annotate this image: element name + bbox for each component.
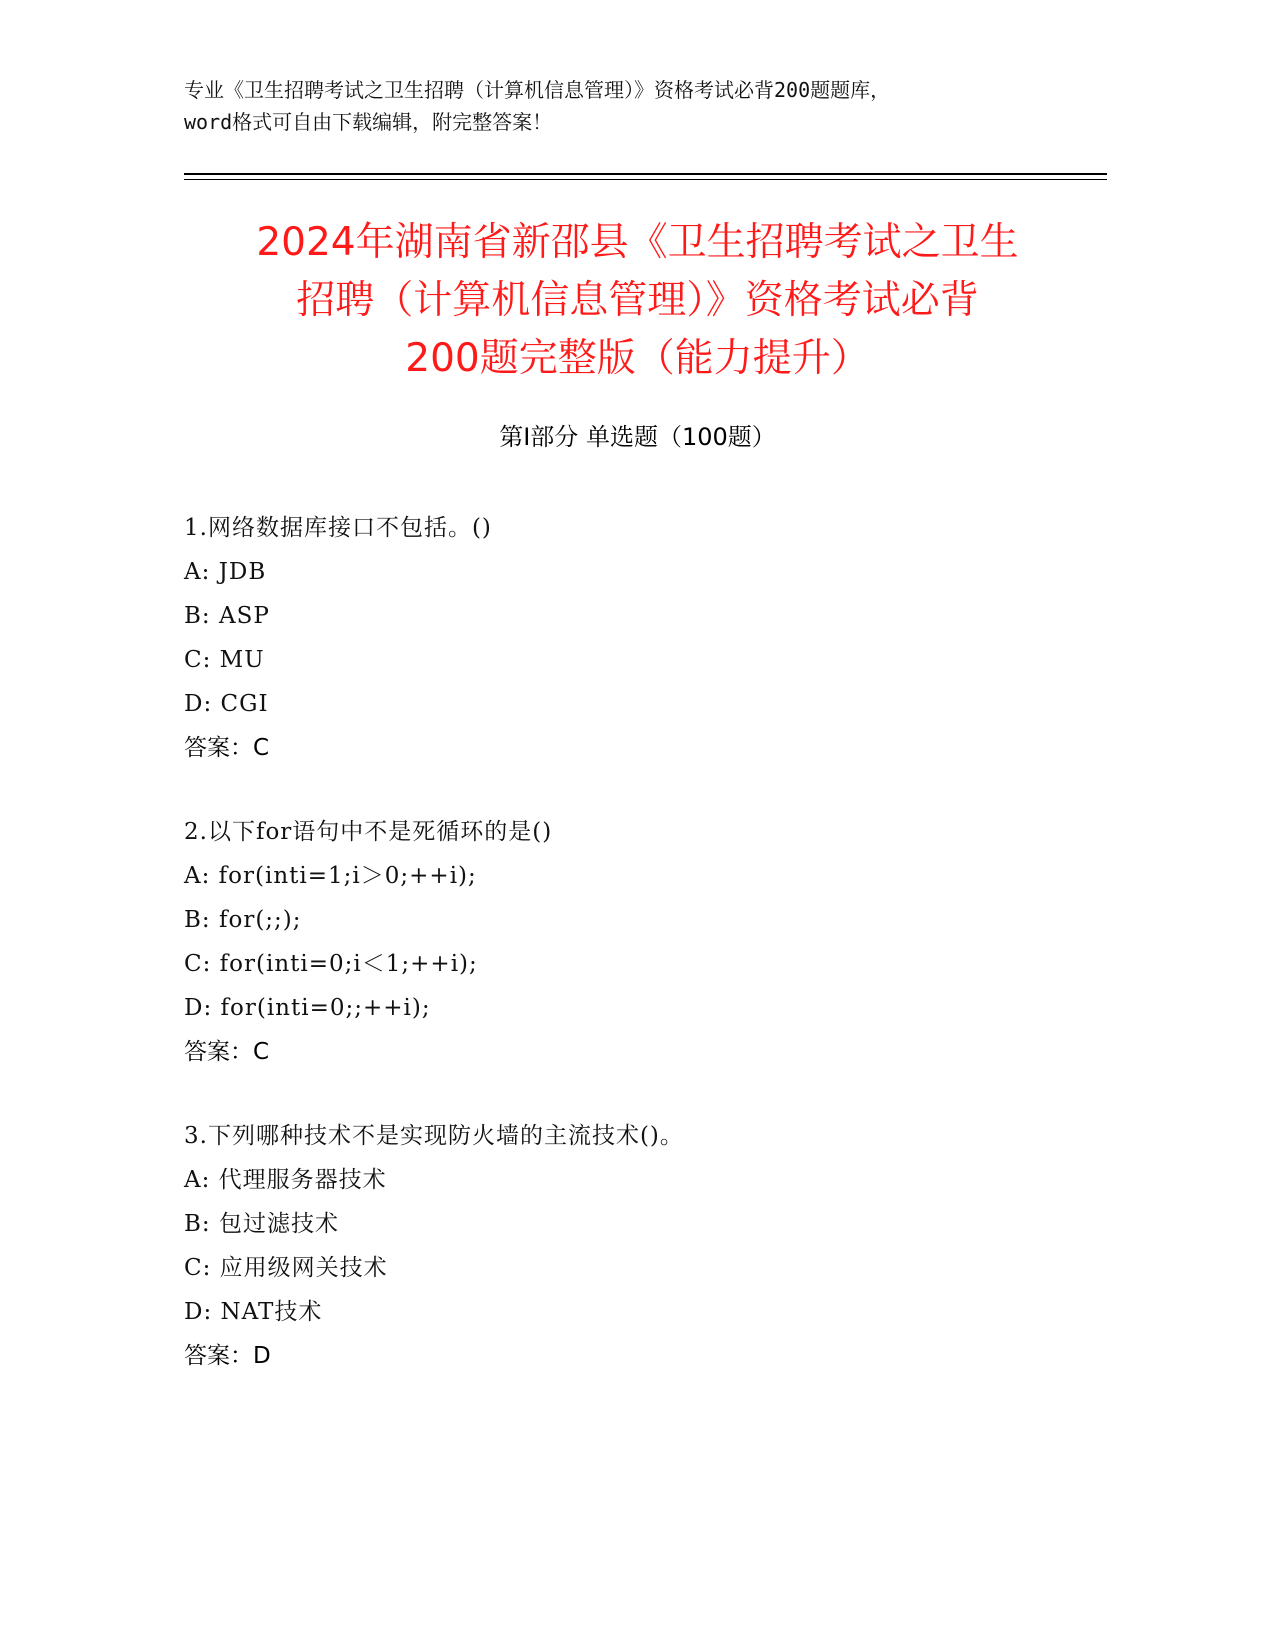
option-c: C: MU: [184, 647, 265, 673]
option-b: B: 包过滤技术: [184, 1211, 339, 1237]
question-stem: 1.网络数据库接口不包括。(): [184, 515, 492, 541]
option-a: A: 代理服务器技术: [184, 1167, 387, 1193]
option-b: B: for(;;);: [184, 907, 302, 933]
question-list: [184, 506, 1134, 1418]
option-c: C: 应用级网关技术: [184, 1255, 388, 1281]
header-note: [184, 74, 1084, 138]
question-stem: 3.下列哪种技术不是实现防火墙的主流技术()。: [184, 1123, 684, 1149]
option-a: A: for(inti=1;i＞0;++i);: [184, 863, 477, 889]
header-note-line-2: word格式可自由下载编辑，附完整答案！: [184, 110, 553, 134]
question-1: [184, 506, 1134, 770]
option-a: A: JDB: [184, 559, 267, 585]
title-line-3: 200题完整版（能力提升）: [405, 336, 870, 381]
title-line-1: 2024年湖南省新邵县《卫生招聘考试之卫生: [256, 220, 1019, 265]
option-d: D: NAT技术: [184, 1299, 323, 1325]
answer-line: 答案：D: [184, 1343, 271, 1369]
header-note-line-1: 专业《卫生招聘考试之卫生招聘（计算机信息管理）》资格考试必背200题题库，: [184, 78, 891, 102]
option-b: B: ASP: [184, 603, 270, 629]
answer-line: 答案：C: [184, 1039, 270, 1065]
option-d: D: CGI: [184, 691, 269, 717]
document-title: [150, 214, 1125, 388]
title-line-2: 招聘（计算机信息管理）》资格考试必背: [296, 278, 979, 323]
answer-line: 答案：C: [184, 735, 270, 761]
question-stem: 2.以下for语句中不是死循环的是(): [184, 819, 553, 845]
option-d: D: for(inti=0;;++i);: [184, 995, 431, 1021]
option-c: C: for(inti=0;i＜1;++i);: [184, 951, 478, 977]
header-divider-thick: [184, 173, 1107, 175]
question-2: [184, 810, 1134, 1074]
header-divider-thin: [184, 179, 1107, 180]
question-3: [184, 1114, 1134, 1378]
section-heading: 第Ⅰ部分 单选题（100题）: [499, 423, 776, 451]
